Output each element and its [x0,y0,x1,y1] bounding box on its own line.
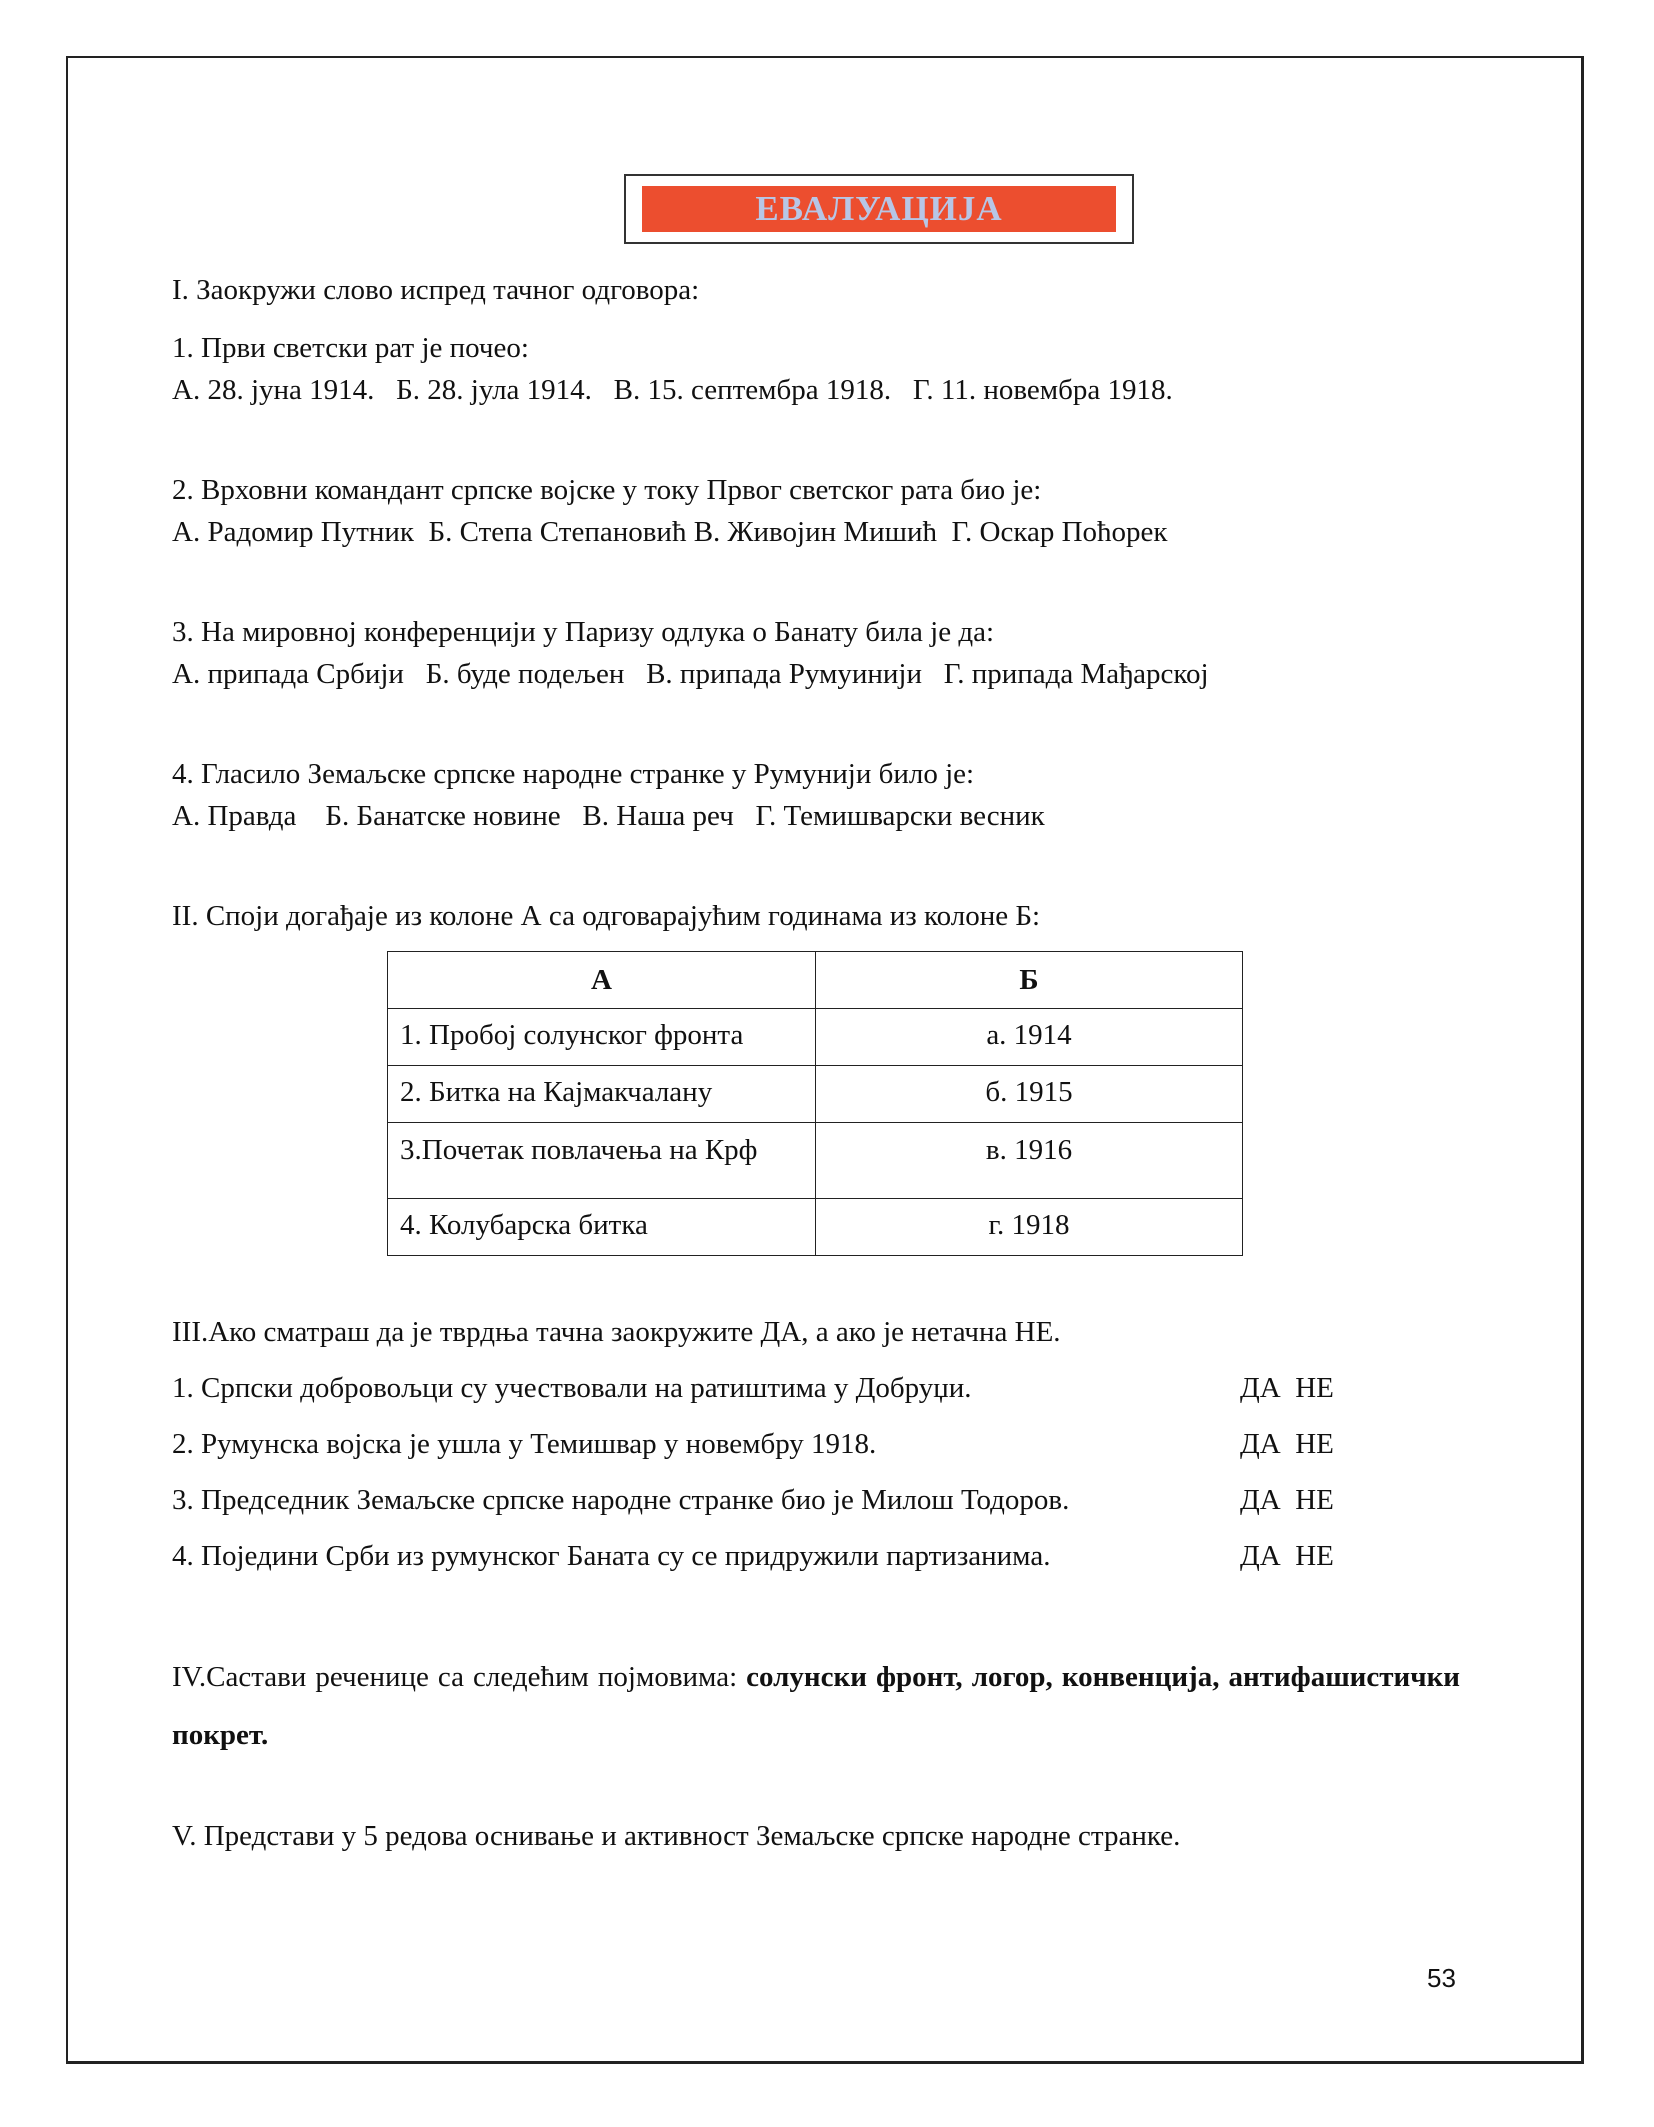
year-cell: г. 1918 [816,1199,1243,1256]
year-cell: в. 1916 [816,1123,1243,1199]
title-frame [624,174,1134,244]
page-title: ЕВАЛУАЦИЈА [755,189,1003,228]
statement-text: 2. Румунска војска је ушла у Темишвар у новембру 1918. [172,1428,877,1460]
table-row [388,1123,1243,1199]
column-a-header: А [388,952,816,1009]
answers-4: А. Правда Б. Банатске новине В. Наша реч Г. Темишварски весник [172,800,1045,832]
table-row [388,1199,1243,1256]
section4-terms: солунски фронт, логор, конвенција, антифашистички покрет. [172,1661,1460,1751]
matching-table [387,951,1243,1256]
section4-intro: IV.Састави реченице са следећим појмовима: [172,1661,747,1693]
section1-heading: I. Заокружи слово испред тачног одговора: [172,274,700,306]
yes-no-options[interactable]: ДА НЕ [1240,1428,1334,1460]
event-cell: 2. Битка на Кајмакчалану [388,1066,816,1123]
section3-heading: III.Ако сматраш да је тврдња тачна заокружите ДА, а ако је нетачна НЕ. [172,1316,1061,1348]
column-b-header: Б [816,952,1243,1009]
section4-paragraph [172,1648,1460,1764]
question-3: 3. На мировној конференцији у Паризу одлука о Банату била је да: [172,616,995,648]
question-4: 4. Гласило Земаљске српске народне странке у Румунији било је: [172,758,975,790]
year-cell: б. 1915 [816,1066,1243,1123]
question-2: 2. Врховни командант српске војске у току Првог светског рата био је: [172,474,1042,506]
page-number: 53 [1427,1963,1456,1993]
event-cell [388,1123,816,1199]
yes-no-options[interactable]: ДА НЕ [1240,1372,1334,1404]
question-1: 1. Први светски рат је почео: [172,332,529,364]
answers-3: А. припада Србији Б. буде подељен В. припада Румуинији Г. припада Мађарској [172,658,1209,690]
section5-text: V. Представи у 5 редова оснивање и активност Земаљске српске народне странке. [172,1820,1181,1852]
yes-no-options[interactable]: ДА НЕ [1240,1540,1334,1572]
statement-text: 3. Председник Земаљске српске народне странке био је Милош Тодоров. [172,1484,1070,1516]
section2-heading: II. Споји догађаје из колоне А са одговарајућим годинама из колоне Б: [172,900,1041,932]
statement-text: 4. Поједини Срби из румунског Баната су се придружили партизанима. [172,1540,1051,1572]
statement-text: 1. Српски добровољци су учествовали на ратиштима у Добруџи. [172,1372,972,1404]
answers-2: А. Радомир Путник Б. Степа Степановић В. Живојин Мишић Г. Оскар Поћорек [172,516,1168,548]
table-row [388,1066,1243,1123]
yes-no-options[interactable]: ДА НЕ [1240,1484,1334,1516]
answers-1: А. 28. јуна 1914. Б. 28. јула 1914. В. 15. септембра 1918. Г. 11. новембра 1918. [172,374,1173,406]
year-cell: а. 1914 [816,1009,1243,1066]
event-text: 3.Почетак повлачења на Крф [400,1134,758,1166]
event-cell: 4. Колубарска битка [388,1199,816,1256]
table-row [388,1009,1243,1066]
event-cell: 1. Пробој солунског фронта [388,1009,816,1066]
title-banner [642,186,1116,232]
